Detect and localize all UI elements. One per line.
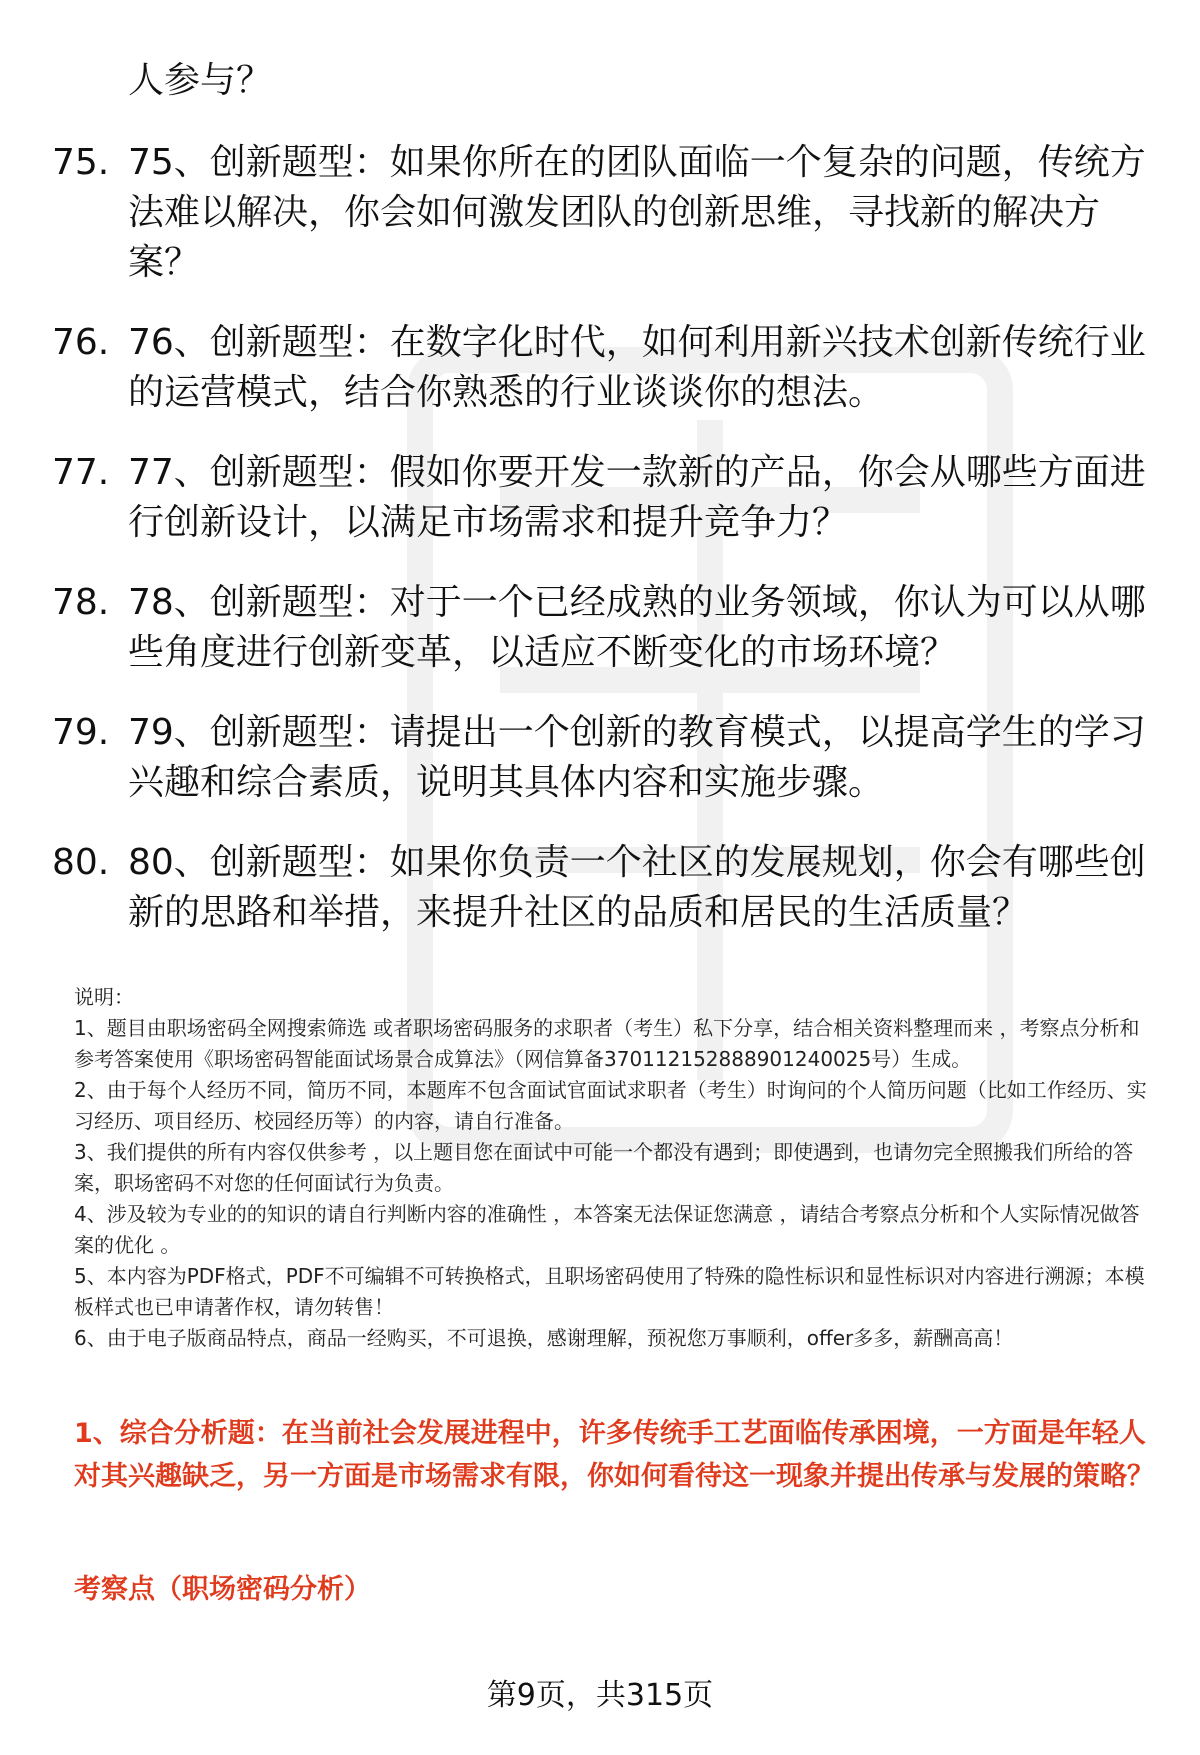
question-text: 79、创新题型：请提出一个创新的教育模式，以提高学生的学习兴趣和综合素质，说明其具体内容和实施步骤。 [128,712,1146,803]
notes-section [74,982,1154,1354]
question-continuation: 人参与？ [128,60,273,101]
question-number: 76. [52,322,110,363]
question-number: 78. [52,582,110,623]
page-number-footer: 第9页，共315页 [486,1678,714,1713]
question-item [0,838,1148,938]
question-text: 76、创新题型：在数字化时代，如何利用新兴技术创新传统行业的运营模式，结合你熟悉的行业谈谈你的想法。 [128,322,1146,413]
question-item [0,578,1148,678]
question-text: 78、创新题型：对于一个已经成熟的业务领域，你认为可以从哪些角度进行创新变革，以适应不断变化的市场环境？ [128,582,1146,673]
note-item: 3、我们提供的所有内容仅供参考 ，以上题目您在面试中可能一个都没有遇到；即使遇到，也请勿完全照搬我们所给的答案，职场密码不对您的任何面试行为负责。 [74,1140,1134,1195]
analysis-question: 1、综合分析题：在当前社会发展进程中，许多传统手工艺面临传承困境，一方面是年轻人对其兴趣缺乏，另一方面是市场需求有限，你如何看待这一现象并提出传承与发展的策略？ [74,1418,1154,1492]
analysis-heading: 考察点（职场密码分析） [74,1574,371,1605]
question-text: 77、创新题型：假如你要开发一款新的产品，你会从哪些方面进行创新设计，以满足市场需求和提升竞争力？ [128,452,1146,543]
note-item: 5、本内容为PDF格式，PDF不可编辑不可转换格式，且职场密码使用了特殊的隐性标识和显性标识对内容进行溯源；本模板样式也已申请著作权，请勿转售！ [74,1264,1145,1319]
question-item [0,708,1148,808]
question-list [0,138,1200,968]
question-number: 75. [52,142,110,183]
note-item: 6、由于电子版商品特点，商品一经购买，不可退换，感谢理解，预祝您万事顺利，offer多多，薪酬高高！ [74,1326,1014,1350]
note-item: 4、涉及较为专业的的知识的请自行判断内容的准确性 ，本答案无法保证您满意 ，请结合考察点分析和个人实际情况做答案的优化 。 [74,1202,1140,1257]
question-number: 80. [52,842,110,883]
note-item: 1、题目由职场密码全网搜索筛选 或者职场密码服务的求职者（考生）私下分享，结合相关资料整理而来 ，考察点分析和参考答案使用《职场密码智能面试场景合成算法》（网信算备370112152888901240025号）生成。 [74,1016,1140,1071]
question-text: 75、创新题型：如果你所在的团队面临一个复杂的问题，传统方法难以解决，你会如何激发团队的创新思维，寻找新的解决方案？ [128,142,1146,283]
note-item: 2、由于每个人经历不同，简历不同，本题库不包含面试官面试求职者（考生）时询问的个人简历问题（比如工作经历、实习经历、项目经历、校园经历等）的内容，请自行准备。 [74,1078,1147,1133]
question-number: 77. [52,452,110,493]
question-number: 79. [52,712,110,753]
notes-title: 说明： [74,985,134,1009]
question-text: 80、创新题型：如果你负责一个社区的发展规划，你会有哪些创新的思路和举措，来提升社区的品质和居民的生活质量？ [128,842,1146,933]
question-item [0,318,1148,418]
question-item [0,138,1148,288]
question-item [0,448,1148,548]
